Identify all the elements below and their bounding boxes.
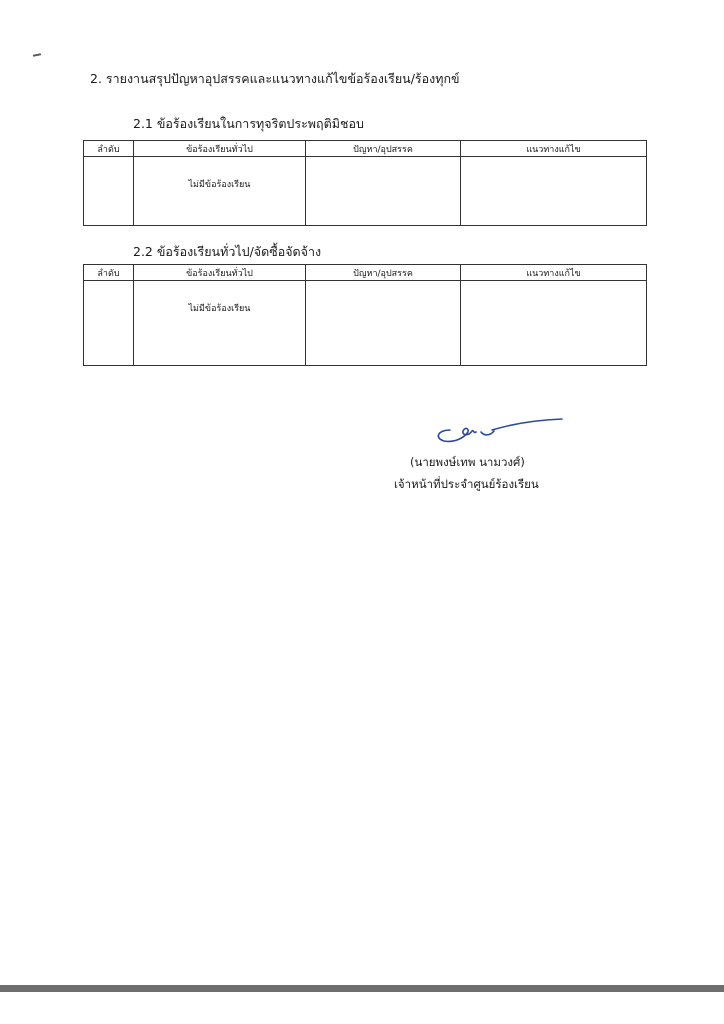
header-problem-obstacle: ปัญหา/อุปสรรค [306,141,461,157]
table-header-row [84,141,647,157]
signer-position: เจ้าหน้าที่ประจำศูนย์ร้องเรียน [394,477,539,491]
header-solution: แนวทางแก้ไข [461,265,647,281]
cell-order [84,157,134,226]
header-order: ลำดับ [84,265,134,281]
scan-speck [33,53,41,57]
section-2-1-title: 2.1 ข้อร้องเรียนในการทุจริตประพฤติมิชอบ [133,116,364,131]
cell-problem-obstacle [306,281,461,366]
signer-name: (นายพงษ์เทพ นามวงศ์) [410,455,525,469]
cell-problem-obstacle [306,157,461,226]
cell-order [84,281,134,366]
header-solution: แนวทางแก้ไข [461,141,647,157]
cell-solution [461,157,647,226]
handwritten-signature [432,412,567,446]
complaints-table-corruption [83,140,647,226]
cell-general-complaint: ไม่มีข้อร้องเรียน [134,281,306,366]
header-general-complaint: ข้อร้องเรียนทั่วไป [134,265,306,281]
cell-general-complaint: ไม่มีข้อร้องเรียน [134,157,306,226]
section-heading: 2. รายงานสรุปปัญหาอุปสรรคและแนวทางแก้ไขข้อร้องเรียน/ร้องทุกข์ [90,71,460,86]
header-order: ลำดับ [84,141,134,157]
header-general-complaint: ข้อร้องเรียนทั่วไป [134,141,306,157]
table-row [84,281,647,366]
complaints-table-procurement [83,264,647,366]
section-2-2-title: 2.2 ข้อร้องเรียนทั่วไป/จัดซื้อจัดจ้าง [133,244,322,259]
table-row [84,157,647,226]
header-problem-obstacle: ปัญหา/อุปสรรค [306,265,461,281]
table-header-row [84,265,647,281]
scan-edge-bar [0,985,724,992]
cell-solution [461,281,647,366]
